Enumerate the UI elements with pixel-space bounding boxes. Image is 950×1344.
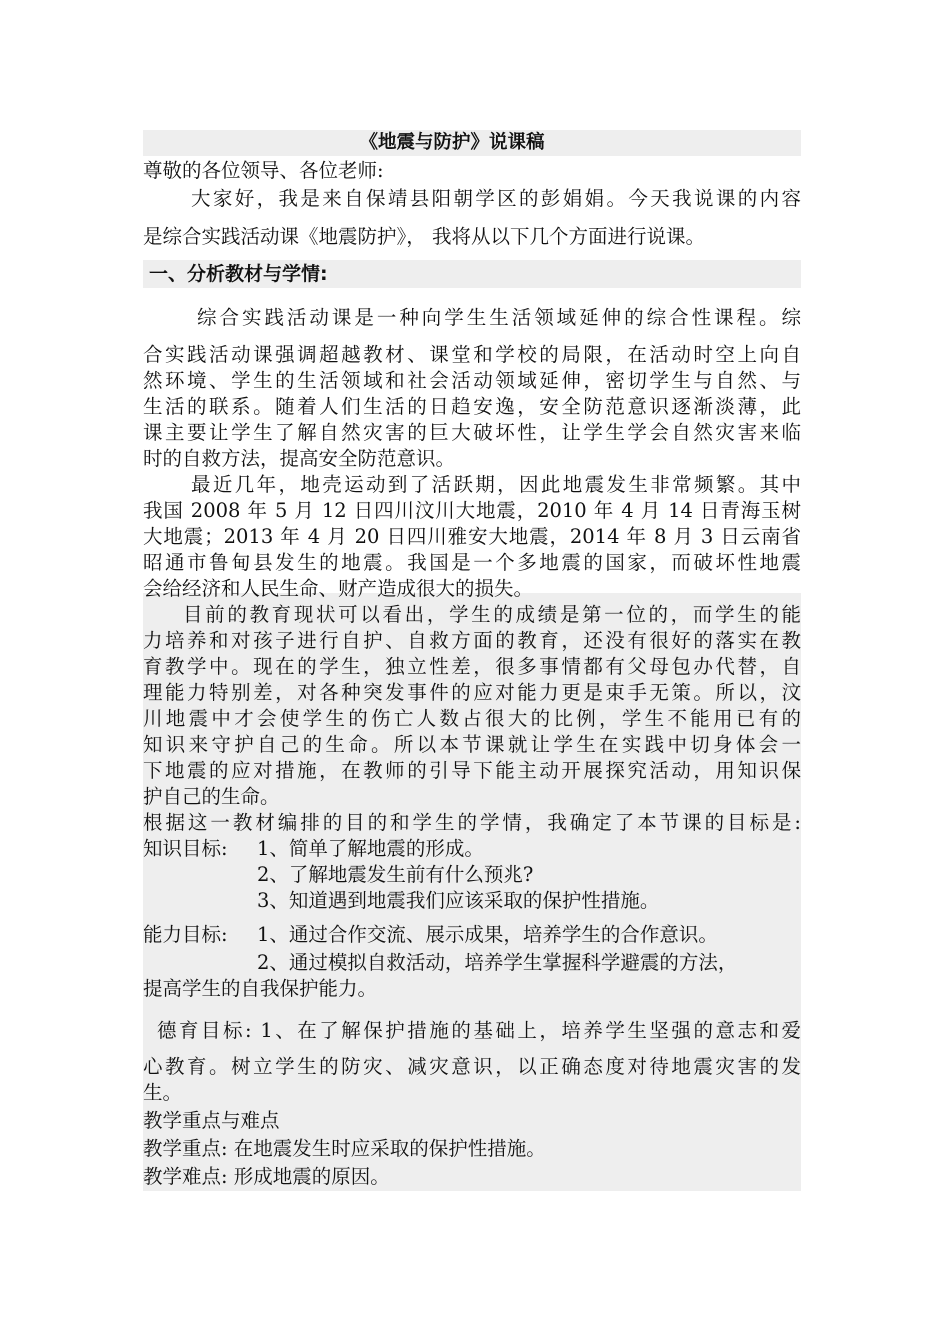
moral-goals-line-2: 心教育。树立学生的防灾、减灾意识，以正确态度对待地震灾害的发 xyxy=(143,1055,801,1078)
section-heading-analysis: 一、分析教材与学情: xyxy=(149,263,328,285)
para3-line-8: 护自己的生命。 xyxy=(143,785,280,808)
para1-line-2: 合实践活动课强调超越教材、课堂和学校的局限，在活动时空上向自 xyxy=(143,343,801,366)
para3-line-7: 下地震的应对措施，在教师的引导下能主动开展探究活动，用知识保 xyxy=(143,759,801,782)
ability-goal-2: 2、通过模拟自救活动，培养学生掌握科学避震的方法， xyxy=(257,951,738,974)
knowledge-goal-2: 2、了解地震发生前有什么预兆? xyxy=(257,863,534,886)
ability-goal-continuation: 提高学生的自我保护能力。 xyxy=(143,977,378,1000)
knowledge-goals-label: 知识目标: xyxy=(143,837,228,860)
para1-line-6: 时的自救方法，提高安全防范意识。 xyxy=(143,447,456,470)
ability-goal-1: 1、通过合作交流、展示成果，培养学生的合作意识。 xyxy=(257,923,718,946)
teaching-key-point: 教学重点: 在地震发生时应采取的保护性措施。 xyxy=(143,1137,546,1160)
document-title: 《地震与防护》说课稿 xyxy=(359,132,545,153)
para3-line-2: 力培养和对孩子进行自护、自救方面的教育，还没有很好的落实在教 xyxy=(143,629,801,652)
para3-line-1: 目前的教育现状可以看出，学生的成绩是第一位的，而学生的能 xyxy=(183,603,801,626)
intro-line-1: 大家好，我是来自保靖县阳朝学区的彭娟娟。今天我说课的内容 xyxy=(191,187,801,210)
moral-goals-line-1: 德育目标: 1、在了解保护措施的基础上，培养学生坚强的意志和爱 xyxy=(157,1019,801,1042)
para1-line-5: 课主要让学生了解自然灾害的巨大破坏性，让学生学会自然灾害来临 xyxy=(143,421,801,444)
para3-line-3: 育教学中。现在的学生，独立性差，很多事情都有父母包办代替，自 xyxy=(143,655,801,678)
knowledge-goal-1: 1、简单了解地震的形成。 xyxy=(257,837,484,860)
teaching-difficulty: 教学难点: 形成地震的原因。 xyxy=(143,1165,390,1188)
para2-line-1: 最近几年，地壳运动到了活跃期，因此地震发生非常频繁。其中 xyxy=(191,473,801,496)
greeting: 尊敬的各位领导、各位老师: xyxy=(143,159,384,182)
para1-line-3: 然环境、学生的生活领域和社会活动领域延伸，密切学生与自然、与 xyxy=(143,369,801,392)
para2-line-2: 我国 2008 年 5 月 12 日四川汶川大地震，2010 年 4 月 14 日青海玉树 xyxy=(143,499,801,522)
moral-goals-line-3: 生。 xyxy=(143,1081,183,1104)
para2-line-5: 会给经济和人民生命、财产造成很大的损失。 xyxy=(143,577,534,600)
ability-goals-label: 能力目标: xyxy=(143,923,228,946)
intro-line-2: 是综合实践活动课《地震防护》， 我将从以下几个方面进行说课。 xyxy=(143,225,705,248)
para3-line-5: 川地震中才会使学生的伤亡人数占很大的比例，学生不能用已有的 xyxy=(143,707,801,730)
para2-line-4: 昭通市鲁甸县发生的地震。我国是一个多地震的国家，而破坏性地震 xyxy=(143,551,801,574)
goals-intro: 根据这一教材编排的目的和学生的学情，我确定了本节课的目标是: xyxy=(143,811,801,834)
knowledge-goal-3: 3、知道遇到地震我们应该采取的保护性措施。 xyxy=(257,889,660,912)
key-points-heading: 教学重点与难点 xyxy=(143,1109,280,1132)
para1-line-4: 生活的联系。随着人们生活的日趋安逸，安全防范意识逐渐淡薄，此 xyxy=(143,395,801,418)
para1-line-1: 综合实践活动课是一种向学生生活领域延伸的综合性课程。综 xyxy=(197,306,801,329)
para3-line-6: 知识来守护自己的生命。所以本节课就让学生在实践中切身体会一 xyxy=(143,733,801,756)
para3-line-4: 理能力特别差，对各种突发事件的应对能力更是束手无策。所以，汶 xyxy=(143,681,801,704)
para2-line-3: 大地震；2013 年 4 月 20 日四川雅安大地震，2014 年 8 月 3 日云南省 xyxy=(143,525,801,548)
